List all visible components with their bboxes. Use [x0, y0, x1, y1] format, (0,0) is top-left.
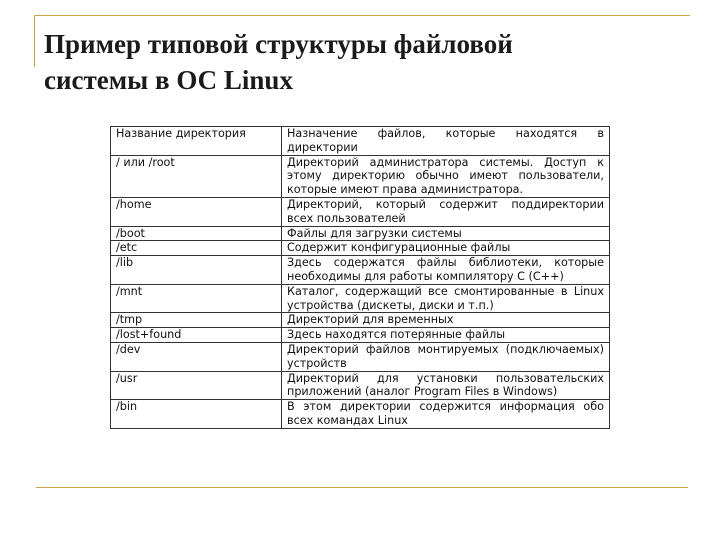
table-row: [111, 284, 610, 313]
directory-cell: /mnt: [111, 284, 282, 313]
table-row: [111, 256, 610, 285]
description-cell: Здесь содержатся файлы библиотеки, которые необходимы для работы компилятору С (С++): [282, 256, 610, 285]
table-row: [111, 155, 610, 197]
table-row: [111, 342, 610, 371]
table-row: [111, 127, 610, 156]
directory-cell: /tmp: [111, 313, 282, 328]
description-cell: Директорий, который содержит поддиректории всех пользователей: [282, 197, 610, 226]
directory-cell: /lost+found: [111, 328, 282, 343]
table-row: [111, 400, 610, 429]
table-row: [111, 241, 610, 256]
table-row: [111, 328, 610, 343]
table-row: [111, 226, 610, 241]
directory-cell: /lib: [111, 256, 282, 285]
slide-title-line-2: системы в ОС Linux: [44, 65, 293, 95]
description-cell: Назначение файлов, которые находятся в директории: [282, 127, 610, 156]
table-row: [111, 313, 610, 328]
directory-cell: /boot: [111, 226, 282, 241]
table-row: [111, 197, 610, 226]
directory-cell: /bin: [111, 400, 282, 429]
filesystem-table: [110, 126, 610, 429]
directory-cell: /home: [111, 197, 282, 226]
description-cell: Директорий файлов монтируемых (подключаемых) устройств: [282, 342, 610, 371]
description-cell: Директорий для установки пользовательских приложений (аналог Program Files в Windows): [282, 371, 610, 400]
table-row: [111, 371, 610, 400]
directory-cell: /usr: [111, 371, 282, 400]
slide-title-line-1: Пример типовой структуры файловой: [44, 29, 513, 59]
frame-top-rule: [34, 15, 690, 16]
description-cell: Содержит конфигурационные файлы: [282, 241, 610, 256]
description-cell: Файлы для загрузки системы: [282, 226, 610, 241]
directory-cell: /etc: [111, 241, 282, 256]
description-cell: Директорий для временных: [282, 313, 610, 328]
directory-cell: Название директория: [111, 127, 282, 156]
slide-title: [44, 26, 684, 98]
description-cell: Каталог, содержащий все смонтированные в Linux устройства (дискеты, диски и т.п.): [282, 284, 610, 313]
description-cell: Здесь находятся потерянные файлы: [282, 328, 610, 343]
frame-left-rule: [34, 15, 35, 67]
directory-cell: /dev: [111, 342, 282, 371]
frame-bottom-rule: [36, 487, 688, 488]
description-cell: Директорий администратора системы. Доступ к этому директорию обычно имеют пользователи, которые имеют права администратора.: [282, 155, 610, 197]
directory-cell: / или /root: [111, 155, 282, 197]
description-cell: В этом директории содержится информация обо всех командах Linux: [282, 400, 610, 429]
